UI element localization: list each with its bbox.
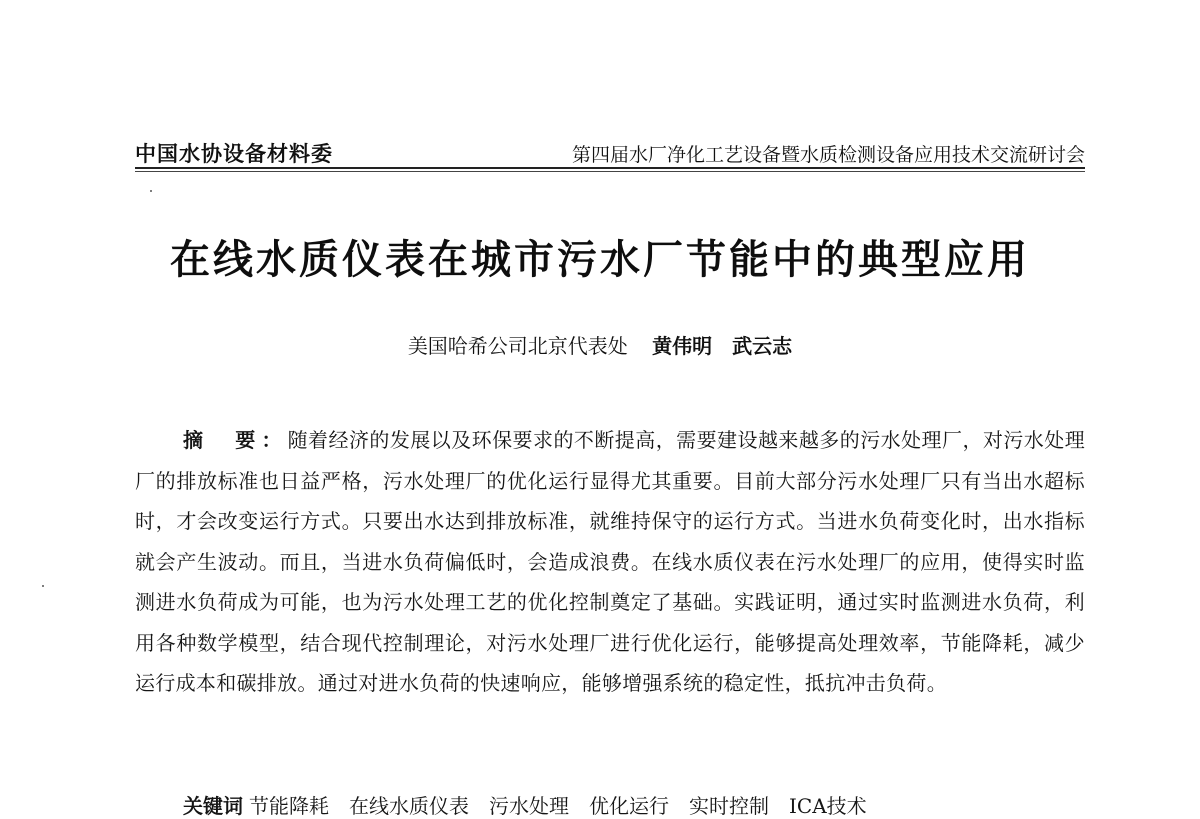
- header-organization: 中国水协设备材料委: [135, 142, 333, 166]
- abstract-label: 摘 要：: [183, 428, 288, 452]
- header-conference-name: 第四届水厂净化工艺设备暨水质检测设备应用技术交流研讨会: [571, 144, 1085, 166]
- keywords-label: 关键词: [183, 794, 243, 818]
- author-affiliation: 美国哈希公司北京代表处: [407, 334, 628, 358]
- scan-speck: [42, 585, 44, 587]
- abstract-text: 随着经济的发展以及环保要求的不断提高，需要建设越来越多的污水处理厂，对污水处理厂的排放标准也日益严格，污水处理厂的优化运行显得尤其重要。目前大部分污水处理厂只有当出水超标时，才会改变运行方式。只要出水达到排放标准，就维持保守的运行方式。当进水负荷变化时，出水指标就会产生波动。而且，当进水负荷偏低时，会造成浪费。在线水质仪表在污水处理厂的应用，使得实时监测进水负荷成为可能，也为污水处理工艺的优化控制奠定了基础。实践证明，通过实时监测进水负荷，利用各种数学模型，结合现代控制理论，对污水处理厂进行优化运行，能够提高处理效率，节能降耗，减少运行成本和碳排放。通过对进水负荷的快速响应，能够增强系统的稳定性，抵抗冲击负荷。: [135, 428, 1086, 695]
- paper-title: 在线水质仪表在城市污水厂节能中的典型应用: [170, 237, 1030, 283]
- abstract: [135, 420, 1085, 704]
- author-line: [0, 330, 1200, 359]
- header-rule: [135, 167, 1085, 169]
- running-header: [135, 134, 1085, 168]
- scan-speck: [150, 190, 152, 192]
- header-rule-thin: [135, 171, 1085, 172]
- keywords-text: 节能降耗 在线水质仪表 污水处理 优化运行 实时控制 ICA技术: [249, 794, 867, 818]
- author-names: 黄伟明 武云志: [652, 334, 793, 358]
